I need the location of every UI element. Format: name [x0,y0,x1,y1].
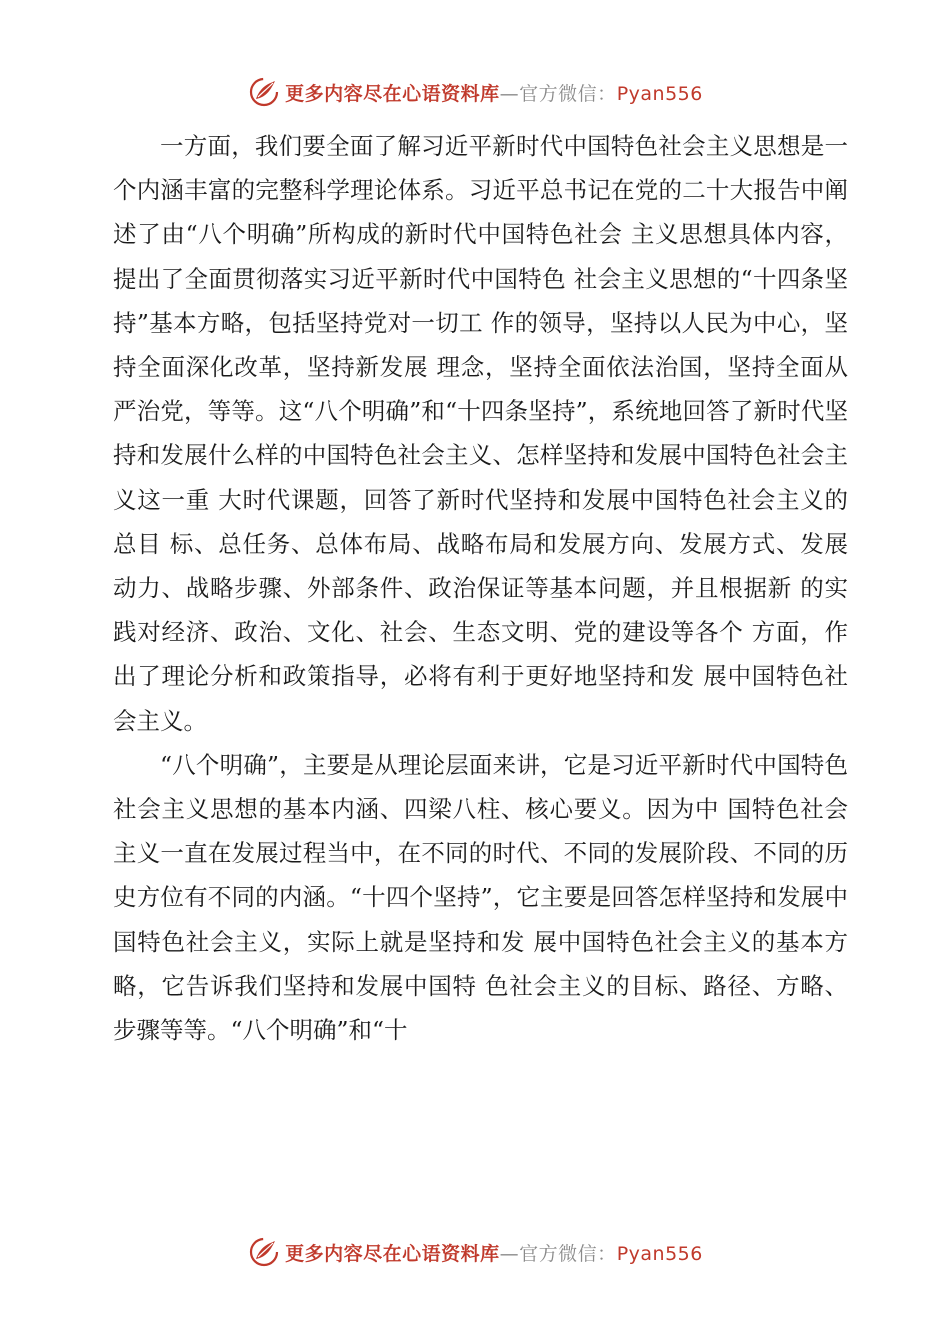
leaf-swirl-logo-icon [247,1235,281,1269]
header-separator: — [499,82,520,105]
body-paragraph-1: 一方面，我们要全面了解习近平新时代中国特色社会主义思想是一个内涵丰富的完整科学理论体系。习近平总书记在党的二十大报告中阐述了由“八个明确”所构成的新时代中国特色社会 主义思想具体内容，提出了全面贯彻落实习近平新时代中国特色 社会主义思想的“十四条坚持”基本方略，包括坚持党对一切工 作的领导，坚持以人民为中心，坚持全面深化改革，坚持新发展 理念，坚持全面依法治国，坚持全面从严治党，等等。这“八个明确”和“十四条坚持”，系统地回答了新时代坚持和发展什么样的中国特色社会主义、怎样坚持和发展中国特色社会主义这一重 大时代课题，回答了新时代坚持和发展中国特色社会主义的总目 标、总任务、总体布局、战略布局和发展方向、发展方式、发展 动力、战略步骤、外部条件、政治保证等基本问题，并且根据新 的实践对经济、政治、文化、社会、生态文明、党的建设等各个 方面，作出了理论分析和政策指导，必将有利于更好地坚持和发 展中国特色社会主义。 [113,132,848,735]
footer-banner [0,1232,950,1272]
header-brand-text: 更多内容尽在心语资料库 [285,82,500,105]
footer-text [285,1239,703,1266]
footer-wechat-id: Pyan556 [616,1242,703,1265]
footer-wechat-label: 官方微信： [519,1242,617,1265]
body-paragraph-2: “八个明确”，主要是从理论层面来讲，它是习近平新时代中国特色社会主义思想的基本内涵、四梁八柱、核心要义。因为中 国特色社会主义一直在发展过程当中，在不同的时代、不同的发展阶段、不同的历史方位有不同的内涵。“十四个坚持”，它主要是回答怎样坚持和发展中国特色社会主义，实际上就是坚持和发 展中国特色社会主义的基本方略，它告诉我们坚持和发展中国特 色社会主义的目标、路径、方略、步骤等等。“八个明确”和“十 [113,750,848,1045]
footer-separator: — [499,1242,520,1265]
document-body [113,124,848,1052]
leaf-swirl-logo-icon [247,75,281,109]
header-text [285,79,703,106]
header-wechat-label: 官方微信： [519,82,617,105]
footer-brand-text: 更多内容尽在心语资料库 [285,1242,500,1265]
header-banner [0,72,950,112]
header-wechat-id: Pyan556 [616,82,703,105]
